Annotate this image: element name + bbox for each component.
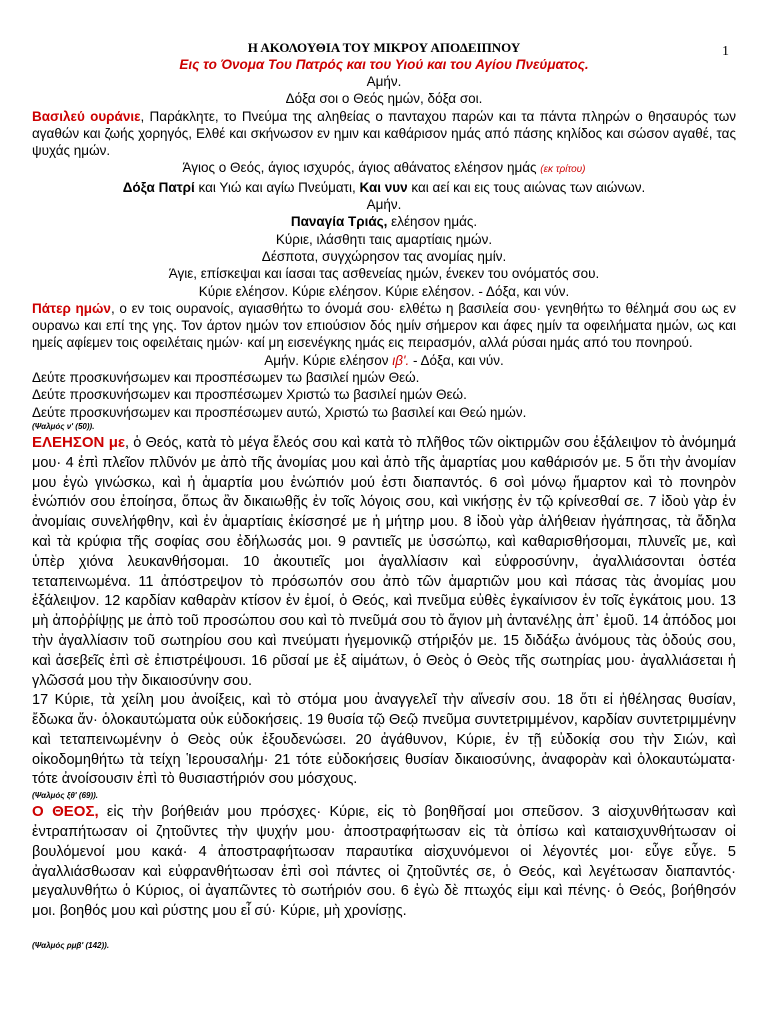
psalm-69-text: εἰς τὴν βοήθειάν μου πρόσχες· Κύριε, εἰς τὸ βοηθῆσαί μοι σπεῦσον. 3 αἰσχυνθήτωσαν καὶ ἐντραπήτωσαν οἱ ζητοῦντες τὴν ψυχήν μου· ἀποστραφήτωσαν εἰς τὰ ὀπίσω καὶ καταισχυνθήτωσαν οἱ βουλόμενοί μου κακά· 4 ἀποστραφήτωσαν παραυτίκα αἰσχυνόμενοι οἱ λέγοντές μοι· εὖγε εὖγε. 5 ἀγαλλιάσθωσαν καὶ εὐφρανθήτωσαν ἐπὶ σοὶ πάντες οἱ ζητοῦντές σε, ὁ Θεός, καὶ λεγέτωσαν διαπαντός· μεγαλυνθήτω ὁ Κύριος, οἱ ἀγαπῶντες τὸ σωτήριόν σου. 6 ἐγὼ δὲ πτωχός εἰμι καὶ πένης· ὁ Θεός, βοήθησόν μοι. βοηθός μου καὶ ρύστης μου εἶ σύ· Κύριε, μὴ χρονίσῃς.: [32, 804, 737, 920]
kyrie-ilasthiti-line: Κύριε, ιλάσθητι ταις αμαρτίαις ημών.: [275, 231, 493, 247]
psalm-69-reference: (Ψαλμός ξθ' (69)).: [32, 791, 99, 801]
amen-kyrie-doxa: - Δόξα, και νύν.: [409, 352, 504, 368]
pater-imon-paragraph: [32, 300, 736, 352]
panagia-bold: Παναγία Τριάς,: [290, 214, 388, 230]
amen-kyrie-text: Αμήν. Κύριε ελέησον: [264, 352, 393, 368]
defte-line-1: Δεύτε προσκυνήσωμεν και προσπέσωμεν τω βασιλεί ημών Θεώ.: [32, 370, 420, 386]
vasilef-text: , Παράκλητε, το Πνεύμα της αληθείας ο πανταχου παρών και τα πάντα πληρών ο θησαυρός των αγαθών και ζωής χορηγός, Ελθέ και σκήνωσον εν ημιν και καθάρισον ημάς από πάσης κηλίδος και σώσον αγαθέ, τας ψυχάς ημών.: [32, 108, 736, 159]
doxa-soi-line: Δόξα σοι ο Θεός ημών, δόξα σοι.: [285, 91, 483, 107]
agie-line: Άγιε, επίσκεψαι και ίασαι τας ασθενείας ημών, ένεκεν του ονόματός σου.: [168, 266, 600, 282]
trisagion-line: [32, 159, 736, 178]
pater-imon-text: , ο εν τοις ουρανοίς, αγιασθήτω το όνομά σου· ελθέτω η βασιλεία σου· γενηθήτω το θέλημά σου ως εν ουρανω και επί της γης. Τον άρτον ημών τον επιούσιον δός ημίν σήμερον και άφες ημίν τα οφειλήματα ημών, ως και ημείς αφίεμεν τοις οφειλέταις ημών· καί μη εισενέγκης ημάς εις πειρασμόν, αλλά ρύσαι ημάς από του πονηρού.: [32, 300, 736, 351]
defte-line-3: Δεύτε προσκυνήσωμεν και προσπέσωμεν αυτώ, Χριστώ τω βασιλεί και Θεώ ημών.: [32, 404, 527, 420]
despota-line: Δέσποτα, συγχώρησον τας ανομίας ημίν.: [261, 248, 507, 264]
trisagion-text: Άγιος ο Θεός, άγιος ισχυρός, άγιος αθάνατος ελέησον ημάς: [182, 160, 541, 176]
amen-line-2: Αμήν.: [366, 197, 402, 213]
panagia-text: ελέησον ημάς.: [387, 214, 478, 230]
psalm-50-heading: ΕΛΕΗΣΟΝ με: [32, 433, 125, 451]
doxa-patri-line: [32, 179, 736, 196]
kai-nyn-bold: Και νυν: [359, 179, 408, 195]
amen-kyrie-line: [32, 352, 736, 369]
amen-kyrie-count: ιβ'.: [392, 352, 410, 368]
psalm-50-paragraph-2: 17 Κύριε, τὰ χείλη μου ἀνοίξεις, καὶ τὸ στόμα μου ἀναγγελεῖ τὴν αἴνεσίν σου. 18 ὅτι εἰ ἠθέλησας θυσίαν, ἔδωκα ἄν· ὁλοκαυτώματα οὐκ εὐδοκήσεις. 19 θυσία τῷ Θεῷ πνεῦμα συντετριμμένον, καρδίαν συντετριμμένην καὶ τεταπεινωμένην ὁ Θεὸς οὐκ ἐξουδενώσει. 20 ἀγάθυνον, Κύριε, ἐν τῇ εὐδοκίᾳ σου τὴν Σιών, καὶ οἰκοδομηθήτω τὰ τείχη Ἱερουσαλήμ· 21 τότε εὐδοκήσεις θυσίαν δικαιοσύνης, ἀναφορὰν καὶ ὁλοκαυτώματα· τότε ἀνοίσουσιν ἐπὶ τὸ θυσιαστήριόν σου μόσχους.: [32, 692, 736, 788]
defte-line-2: Δεύτε προσκυνήσωμεν και προσπέσωμεν Χριστώ τω βασιλεί ημών Θεώ.: [32, 387, 467, 403]
kyrie-eleison-line: Κύριε ελέησον. Κύριε ελέησον. Κύριε ελέησον. - Δόξα, και νύν.: [198, 283, 570, 299]
doxa-patri-bold: Δόξα Πατρί: [122, 179, 195, 195]
psalm-69-heading: Ο ΘΕΟΣ,: [32, 803, 99, 821]
doxa-patri-text-1: και Υιώ και αγίω Πνεύματι,: [194, 179, 360, 195]
amen-line: Αμήν.: [366, 74, 402, 89]
document-subtitle: Εις το Όνομα Του Πατρός και του Υιού και του Αγίου Πνεύματος.: [179, 57, 589, 72]
panagia-line: [32, 213, 736, 230]
pater-imon-heading: Πάτερ ημών: [32, 300, 111, 316]
psalm-50-paragraph-1: [32, 433, 736, 691]
psalm-50-text-1: , ὁ Θεός, κατὰ τὸ μέγα ἔλεός σου καὶ κατὰ τὸ πλῆθος τῶν οἰκτιρμῶν σου ἐξάλειψον τὸ ἀνόμημά μου· 4 ἐπὶ πλεῖον πλῦνόν με ἀπὸ τῆς ἀνομίας μου καὶ ἀπὸ τῆς ἁμαρτίας μου καθάρισόν με. 5 ὅτι τὴν ἀνομίαν μου ἐγὼ γινώσκω, καὶ ἡ ἁμαρτία μου ἐνώπιόν μού ἐστι διαπαντός. 6 σοὶ μόνῳ ἥμαρτον καὶ τὸ πονηρὸν ἐνώπιόν σου ἐποίησα, ὅπως ἂν δικαιωθῇς ἐν τοῖς λόγοις σου, καὶ νικήσῃς ἐν τῷ κρίνεσθαί σε. 7 ἰδοὺ γὰρ ἐν ἀνομίαις συνελήφθην, καὶ ἐν ἁμαρτίαις ἐκίσσησέ με ἡ μήτηρ μου. 8 ἰδοὺ γὰρ ἀλήθειαν ἠγάπησας, τὰ ἄδηλα καὶ τὰ κρύφια τῆς σοφίας σου ἐδήλωσάς μοι. 9 ραντιεῖς με ὑσσώπῳ, καὶ καθαρισθήσομαι, πλυνεῖς με, καὶ ὑπὲρ χιόνα λευκανθήσομαι. 10 ἀκουτιεῖς μοι ἀγαλλίασιν καὶ εὐφροσύνην, ἀγαλλιάσονται ὀστέα τεταπεινωμένα. 11 ἀπόστρεψον τὸ πρόσωπόν σου ἀπὸ τῶν ἁμαρτιῶν μου καὶ πάσας τὰς ἀνομίας μου ἐξάλειψον. 12 καρδίαν καθαρὰν κτίσον ἐν ἐμοί, ὁ Θεός, καὶ πνεῦμα εὐθὲς ἐγκαίνισον ἐν τοῖς ἐγκάτοις μου. 13 μὴ ἀποῤῥίψῃς με ἀπὸ τοῦ προσώπου σου καὶ τὸ πνεῦμά σου τὸ ἅγιον μὴ ἀντανέλῃς ἀπ᾿ ἐμοῦ. 14 ἀπόδος μοι τὴν ἀγαλλίασιν τοῦ σωτηρίου σου καὶ πνεύματι ἡγεμονικῷ στήριξόν με. 15 διδάξω ἀνόμους τὰς ὁδούς σου, καὶ ἀσεβεῖς ἐπὶ σὲ ἐπιστρέψουσι. 16 ρῦσαί με ἐξ αἱμάτων, ὁ Θεὸς ὁ Θεὸς τῆς σωτηρίας μου· ἀγαλλιάσεται ἡ γλῶσσά μου τὴν δικαιοσύνην σου.: [32, 434, 736, 689]
doxa-patri-text-2: και αεί και εις τους αιώνας των αιώνων.: [407, 179, 646, 195]
spacer: [32, 922, 736, 940]
psalm-142-reference: (Ψαλμός ρμβ' (142)).: [32, 941, 110, 951]
trisagion-note: (εκ τρίτου): [540, 164, 586, 176]
psalm-50-reference: (Ψαλμός ν' (50)).: [32, 421, 95, 431]
document-title: Η ΑΚΟΛΟΥΘΙΑ ΤΟΥ ΜΙΚΡΟΥ ΑΠΟΔΕΙΠΝΟΥ: [247, 40, 521, 55]
vasilef-ouranie-paragraph: [32, 108, 736, 160]
page-number: 1: [722, 44, 729, 59]
vasilef-heading: Βασιλεύ ουράνιε: [32, 108, 141, 124]
psalm-69-paragraph: [32, 802, 736, 922]
document-page: [32, 40, 736, 952]
